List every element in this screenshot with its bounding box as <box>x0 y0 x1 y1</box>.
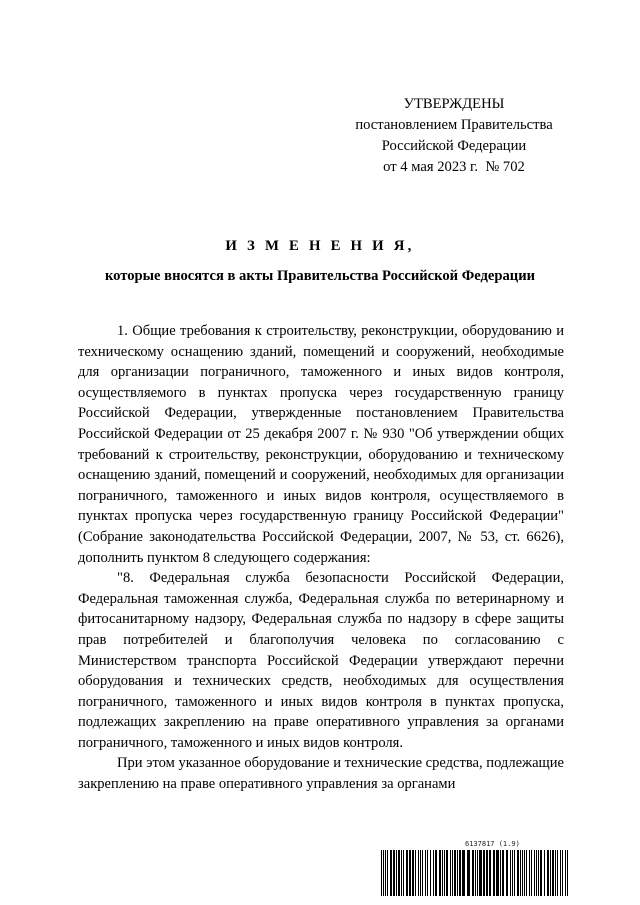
barcode-bar <box>496 850 499 896</box>
barcode-bar <box>387 850 388 896</box>
barcode-bar <box>444 850 445 896</box>
barcode-bar <box>450 850 451 896</box>
barcode-bar <box>567 850 568 896</box>
barcode-bar <box>452 850 453 896</box>
barcode-bar <box>401 850 402 896</box>
barcode-bar <box>390 850 392 896</box>
barcode-bar <box>540 850 542 896</box>
barcode-bar <box>420 850 421 896</box>
barcode-bar <box>534 850 535 896</box>
barcode-bar <box>538 850 539 896</box>
paragraph-item-1: 1. Общие требования к строительству, реконструкции, оборудованию и техническому оснащению зданий, помещений и сооружений, необходимые для организации пограничного, таможенного и иных видов контроля, осуществляемого в пунктах пропуска через государственную границу Российской Федерации, утвержденные постановлением Правительства Российской Федерации от 25 декабря 2007 г. № 930 "Об утверждении общих требований к строительству, реконструкции, оборудованию и техническому оснащению зданий, помещений и сооружений, необходимых для организации пограничного, таможенного и иных видов контроля, осуществляемого в пунктах пропуска через государственную границу Российской Федерации" (Собрание законодательства Российской Федерации, 2007, № 53, ст. 6626), дополнить пунктом 8 следующего содержания: <box>78 323 564 566</box>
document-body <box>78 321 564 795</box>
barcode-bar <box>486 850 488 896</box>
barcode-bar <box>514 850 515 896</box>
barcode-bar <box>381 850 382 896</box>
barcode-bar <box>412 850 414 896</box>
barcode-bar <box>483 850 485 896</box>
barcode-bar <box>550 850 551 896</box>
barcode-bar <box>406 850 408 896</box>
barcode-bar <box>462 850 465 896</box>
barcode-bar <box>415 850 416 896</box>
approval-line-date-number: от 4 мая 2023 г. № 702 <box>383 159 525 175</box>
barcode-bar <box>526 850 527 896</box>
approval-stamp <box>344 94 564 178</box>
barcode-bar <box>547 850 549 896</box>
barcode-bar <box>459 850 461 896</box>
document-subtitle: которые вносятся в акты Правительства Российской Федерации <box>104 268 536 284</box>
barcode-bar <box>524 850 525 896</box>
barcode-bar <box>510 850 511 896</box>
barcode-bar <box>422 850 423 896</box>
barcode-bar <box>435 850 437 896</box>
barcode-bar <box>427 850 428 896</box>
barcode-number: 6137817 (1.9) <box>465 840 520 848</box>
paragraph-item-8-quote: "8. Федеральная служба безопасности Российской Федерации, Федеральная таможенная служба, Федеральная служба по ветеринарному и фитосанитарному надзору, Федеральная служба по надзору в сфере защиты прав потребителей и благополучия человека по согласованию с Министерством транспорта Российской Федерации утверждают перечни оборудования и технических средств, необходимых для осуществления пограничного, таможенного и иных видов контроля в пунктах пропуска, подлежащих закреплению на праве оперативного управления за органами пограничного, таможенного и иных видов контроля. <box>78 570 564 751</box>
barcode-bar <box>409 850 411 896</box>
barcode-bar <box>425 850 426 896</box>
barcode-bar <box>500 850 501 896</box>
barcode-bar <box>457 850 458 896</box>
barcode-bar <box>520 850 521 896</box>
approval-line-resolution: постановлением Правительства <box>355 117 553 133</box>
barcode-bar <box>393 850 395 896</box>
barcode-bar <box>502 850 504 896</box>
barcode-bar <box>385 850 386 896</box>
barcode-bar <box>493 850 495 896</box>
barcode-bar <box>552 850 554 896</box>
barcode-icon <box>381 850 571 896</box>
barcode-bar <box>433 850 434 896</box>
approval-line-federation: Российской Федерации <box>381 138 527 154</box>
barcode-bar <box>522 850 523 896</box>
barcode-bar <box>472 850 474 896</box>
barcode-bar <box>517 850 519 896</box>
barcode-bar <box>557 850 558 896</box>
barcode-bar <box>565 850 566 896</box>
barcode-bar <box>418 850 419 896</box>
barcode-bar <box>467 850 470 896</box>
barcode-bar <box>477 850 478 896</box>
approval-line-approved: УТВЕРЖДЕНЫ <box>403 96 505 112</box>
barcode-bar <box>536 850 537 896</box>
barcode-bar <box>512 850 513 896</box>
document-barcode <box>381 840 571 896</box>
barcode-bar <box>531 850 532 896</box>
barcode-bar <box>446 850 448 896</box>
barcode-bar <box>555 850 556 896</box>
barcode-bar <box>562 850 563 896</box>
barcode-bar <box>560 850 561 896</box>
barcode-bar <box>475 850 476 896</box>
barcode-bar <box>442 850 443 896</box>
paragraph-equipment: При этом указанное оборудование и технические средства, подлежащие закреплению на праве оперативного управления за органами <box>78 755 564 793</box>
barcode-bar <box>396 850 397 896</box>
barcode-bar <box>544 850 545 896</box>
barcode-bar <box>383 850 384 896</box>
barcode-bar <box>430 850 431 896</box>
barcode-bar <box>439 850 441 896</box>
barcode-bar <box>489 850 491 896</box>
barcode-bar <box>398 850 400 896</box>
barcode-bar <box>479 850 482 896</box>
barcode-bar <box>403 850 404 896</box>
barcode-bar <box>506 850 508 896</box>
document-title: И З М Е Н Е Н И Я, <box>225 238 415 254</box>
barcode-bar <box>529 850 530 896</box>
barcode-bar <box>454 850 456 896</box>
